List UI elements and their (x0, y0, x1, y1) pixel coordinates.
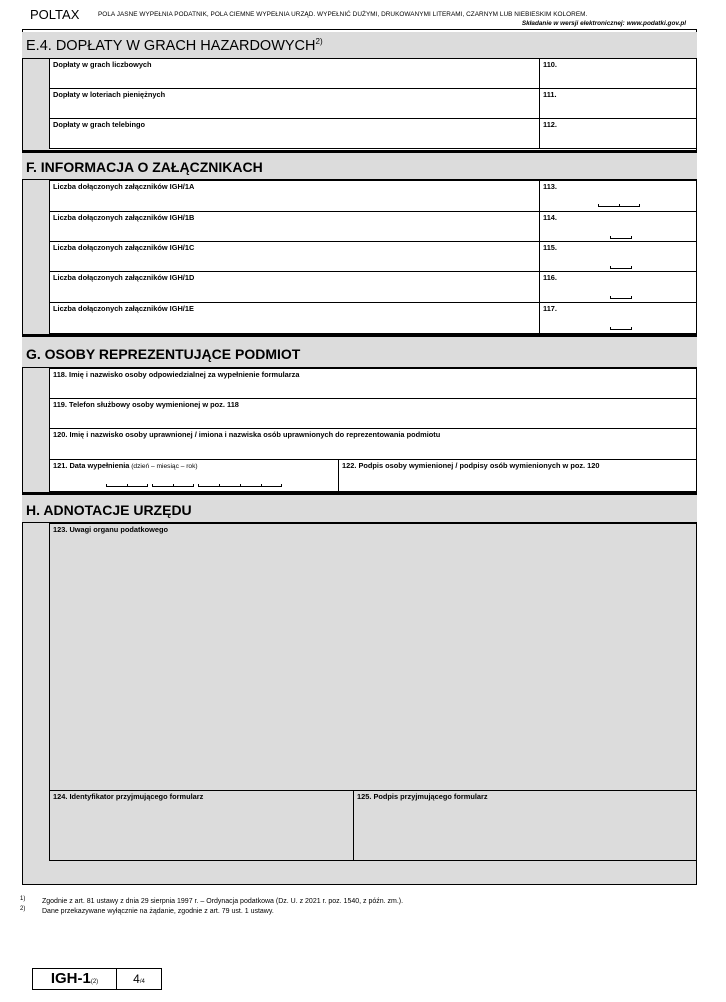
field-label: Liczba dołączonych załączników IGH/1C (53, 243, 195, 252)
footnote-2-mark: 2) (20, 906, 26, 912)
field-115-input[interactable] (539, 241, 697, 272)
field-number: 112. (543, 120, 557, 129)
section-f-header (22, 150, 697, 180)
g-side-gutter (23, 368, 49, 492)
field-number: 116. (543, 273, 557, 282)
field-number: 110. (543, 60, 557, 69)
digit-divider (219, 484, 220, 487)
brand-title: POLTAX (30, 7, 80, 22)
digit-divider (619, 204, 620, 207)
field-label: Liczba dołączonych załączników IGH/1D (53, 273, 195, 282)
field-125-signature (353, 790, 697, 861)
section-g-header (22, 334, 697, 368)
field-number: 111. (543, 90, 557, 99)
field-label: Dopłaty w grach liczbowych (53, 60, 152, 69)
field-120-input[interactable] (49, 428, 697, 460)
date-format-hint: (dzień – miesiąc – rok) (129, 463, 198, 470)
f-label-igh1b (49, 211, 540, 242)
field-label: Dopłaty w loteriach pieniężnych (53, 90, 166, 99)
f-label-igh1d (49, 271, 540, 303)
field-number: 114. (543, 213, 557, 222)
digit-boxes (610, 296, 632, 299)
field-number: 117. (543, 304, 557, 313)
section-e4-footnote-ref: 2) (315, 37, 323, 46)
page-total: /4 (139, 979, 145, 985)
footnote-2-text: Dane przekazywane wyłącznie na żądanie, zgodnie z art. 79 ust. 1 ustawy. (42, 908, 274, 915)
field-number: 113. (543, 182, 557, 191)
field-111-input[interactable] (539, 88, 697, 119)
field-122-signature-input[interactable] (338, 459, 697, 492)
field-label: 118. Imię i nazwisko osoby odpowiedzialnej za wypełnienie formularza (53, 370, 300, 379)
field-123-remarks (49, 523, 697, 791)
field-label: 120. Imię i nazwisko osoby uprawnionej / imiona i nazwiska osób uprawnionych do reprezentowania podmiotu (53, 430, 441, 439)
form-version: (2) (90, 979, 99, 985)
field-116-input[interactable] (539, 271, 697, 303)
e4-label-gry-liczbowe (49, 58, 540, 89)
field-112-input[interactable] (539, 118, 697, 149)
field-label: 125. Podpis przyjmującego formularz (357, 792, 488, 801)
f-label-igh1c (49, 241, 540, 272)
field-110-input[interactable] (539, 58, 697, 89)
digit-divider (173, 484, 174, 487)
field-label: 123. Uwagi organu podatkowego (53, 525, 168, 534)
field-118-input[interactable] (49, 368, 697, 399)
footnote-1-mark: 1) (20, 896, 26, 902)
field-label: Liczba dołączonych załączników IGH/1E (53, 304, 194, 313)
section-e4-header (22, 32, 697, 59)
field-label: 122. Podpis osoby wymienionej / podpisy osób wymienionych w poz. 120 (342, 461, 600, 470)
e4-side-gutter (23, 59, 49, 150)
field-113-input[interactable] (539, 180, 697, 212)
section-h-header (22, 492, 697, 523)
digit-divider (240, 484, 241, 487)
digit-boxes (610, 327, 632, 330)
digit-boxes (610, 266, 632, 269)
form-code: IGH-1 (50, 970, 91, 987)
f-side-gutter (23, 180, 49, 334)
electronic-filing-note: Składanie w wersji elektronicznej: www.podatki.gov.pl (521, 20, 686, 27)
field-114-input[interactable] (539, 211, 697, 242)
instructions-note: POLA JASNE WYPEŁNIA PODATNIK, POLA CIEMNE WYPEŁNIA URZĄD. WYPEŁNIĆ DUŻYMI, DRUKOWANYMI LITERAMI, CZARNYM LUB NIEBIESKIM KOLOREM. (98, 11, 588, 18)
e4-label-telebingo (49, 118, 540, 149)
field-label: Dopłaty w grach telebingo (53, 120, 145, 129)
field-label: 121. Data wypełnienia (53, 461, 130, 470)
field-label: Liczba dołączonych załączników IGH/1B (53, 213, 195, 222)
field-124-identifier (49, 790, 354, 861)
field-117-input[interactable] (539, 302, 697, 334)
field-label: Liczba dołączonych załączników IGH/1A (53, 182, 195, 191)
section-e4-title: E.4. DOPŁATY W GRACH HAZARDOWYCH (26, 37, 316, 54)
f-label-igh1a (49, 180, 540, 212)
field-119-input[interactable] (49, 398, 697, 429)
digit-divider (261, 484, 262, 487)
form-page-badge (32, 968, 162, 990)
field-label: 124. Identyfikator przyjmującego formularz (53, 792, 204, 801)
section-f-title: F. INFORMACJA O ZAŁĄCZNIKACH (26, 159, 263, 175)
page-number: 4 (133, 972, 140, 986)
field-label: 119. Telefon służbowy osoby wymienionej w poz. 118 (53, 400, 239, 409)
digit-divider (127, 484, 128, 487)
e4-label-loterie (49, 88, 540, 119)
field-number: 115. (543, 243, 557, 252)
field-121-date-input[interactable] (49, 459, 339, 492)
digit-boxes (610, 236, 632, 239)
section-g-title: G. OSOBY REPREZENTUJĄCE PODMIOT (26, 346, 301, 362)
section-h-title: H. ADNOTACJE URZĘDU (26, 502, 192, 518)
f-label-igh1e (49, 302, 540, 334)
footnote-1-text: Zgodnie z art. 81 ustawy z dnia 29 sierpnia 1997 r. – Ordynacja podatkowa (Dz. U. z 2021 r. poz. 1540, z późn. zm.). (42, 898, 404, 905)
